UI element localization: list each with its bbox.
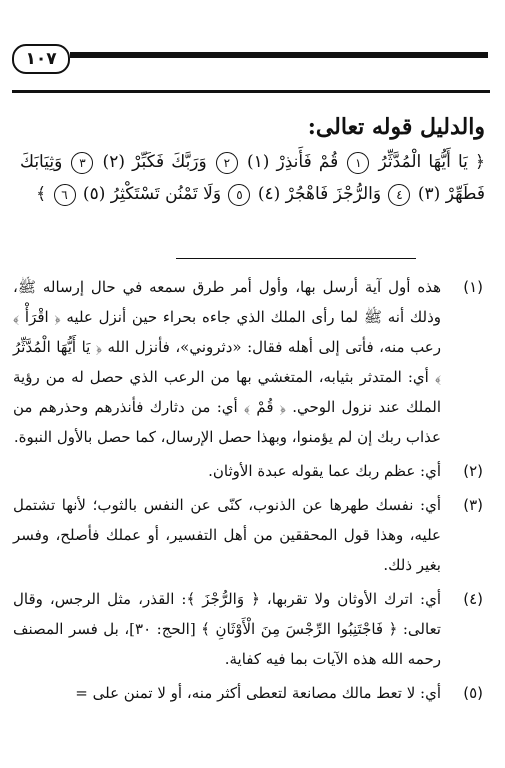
verse-segment: وَلَا تَمْنُن تَسْتَكْثِرُ (٥): [77, 184, 227, 204]
section-title: والدليل قوله تعالى:: [307, 114, 485, 140]
ayah-number-marker: ٤: [388, 184, 410, 206]
verse-segment: ﴿ يَا أَيُّهَا الْمُدَّثِّرُ: [371, 152, 485, 172]
verse-segment: وَرَبَّكَ فَكَبِّرْ (٢): [95, 152, 214, 172]
footnote-text: هذه أول آية أرسل بها، وأول أمر طرق سمعه في حال إرساله ﷺ، وذلك أنه ﷺ لما رأى الملك الذي جاءه بحراء حين أنزل عليه ﴿ اقْرَأْ ﴾ رعب منه، فأتى إلى أهله فقال: «دثروني»، فأنزل الله ﴿ يَا أَيُّهَا الْمُدَّثِّرُ ﴾ أي: المتدثر بثيابه، المتغشي بها من الرعب الذي حصل له من رؤية الملك عند نزول الوحي. ﴿ قُمْ ﴾ أي: من دثارك فأنذرهم وحذرهم من عذاب ربك إن لم يؤمنوا، وبهذا حصل الإرسال، كما حصل بالأول النبوة.: [13, 278, 441, 446]
footnote-number: (٣): [463, 496, 483, 514]
footnote-number: (١): [463, 278, 483, 296]
footnote-text: أي: عظم ربك عما يقوله عبدة الأوثان.: [208, 462, 441, 480]
footnote-number: (٥): [463, 684, 483, 702]
header-bar: [70, 52, 488, 58]
ayah-number-marker: ٦: [54, 184, 76, 206]
footnote-text: أي: لا تعط مالك مصانعة لتعطى أكثر منه، أو لا تمنن على =: [75, 684, 441, 702]
quran-verse: [20, 146, 485, 210]
verse-segment: وَثِيَابَكَ فَطَهِّرْ (٣): [20, 152, 485, 204]
footnotes: [13, 272, 483, 712]
ayah-number-marker: ٢: [216, 152, 238, 174]
footnote: [13, 456, 483, 486]
footnote: [13, 678, 483, 708]
ayah-number-marker: ٣: [71, 152, 93, 174]
footnote: [13, 272, 483, 452]
verse-segment: وَالرُّجْزَ فَاهْجُرْ (٤): [252, 184, 387, 204]
footnote-text: أي: نفسك طهرها عن الذنوب، كنّى عن النفس بالثوب؛ لأنها تشتمل عليه، وهذا قول المحققين من أهل التفسير، أو عملك فأصلح، وفسر بغير ذلك.: [13, 496, 441, 574]
footnote-separator: [176, 258, 416, 259]
header-rule: [12, 90, 490, 93]
footnote-number: (٢): [463, 462, 483, 480]
verse-segment: قُمْ فَأَنذِرْ (١): [239, 152, 346, 172]
page-number-badge: [12, 44, 70, 74]
footnote: [13, 584, 483, 674]
ayah-number-marker: ١: [347, 152, 369, 174]
page-number: ١٠٧: [12, 44, 70, 74]
footnote-text: أي: اترك الأوثان ولا تقربها، ﴿ وَالرُّجْزَ ﴾: القذر، مثل الرجس، وقال تعالى: ﴿ فَاجْتَنِبُوا الرِّجْسَ مِنَ الْأَوْثَانِ ﴾ [الحج: ٣٠]، بل فسر المصنف رحمه الله هذه الآيات بما فيه كفاية.: [13, 590, 441, 668]
main-content: [20, 112, 485, 210]
footnote-number: (٤): [463, 590, 483, 608]
ayah-number-marker: ٥: [228, 184, 250, 206]
verse-segment: ﴾: [36, 184, 52, 204]
footnote: [13, 490, 483, 580]
